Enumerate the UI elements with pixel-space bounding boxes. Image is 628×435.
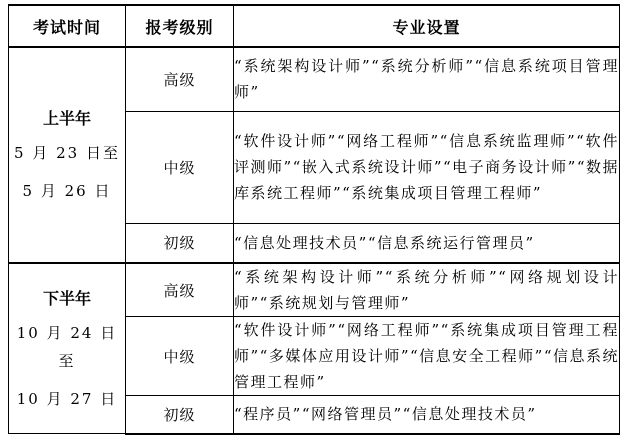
spec-cell: “软件设计师”“网络工程师”“信息系统监理师”“软件评测师”“嵌入式系统设计师”“电子商务设计师”“数据库系统工程师”“系统集成项目管理工程师” <box>234 111 620 223</box>
spec-cell: “信息处理技术员”“信息系统运行管理员” <box>234 223 620 263</box>
spec-cell: “系统架构设计师”“系统分析师”“信息系统项目管理师” <box>234 47 620 111</box>
spec-cell: “软件设计师”“网络工程师”“系统集成项目管理工程师”“多媒体应用设计师”“信息安全工程师”“信息系统管理工程师” <box>234 317 620 396</box>
second-half-date-to: 10 月 27 日 <box>16 389 118 408</box>
level-cell: 高级 <box>126 47 234 111</box>
header-exam-time: 考试时间 <box>9 5 126 47</box>
second-half-label: 下半年 <box>42 288 91 308</box>
level-cell: 中级 <box>126 111 234 223</box>
first-half-label: 上半年 <box>42 109 91 128</box>
first-half-date-from: 5 月 23 日至 <box>14 144 120 162</box>
exam-schedule-table <box>8 4 620 435</box>
table-header-row <box>9 5 620 47</box>
first-half-time-cell <box>9 47 126 263</box>
first-half-date-to: 5 月 26 日 <box>22 182 112 200</box>
table-row <box>9 263 620 317</box>
spec-cell: “系统架构设计师”“系统分析师”“网络规划设计师”“系统规划与管理师” <box>234 263 620 317</box>
table-row <box>9 47 620 111</box>
header-exam-level: 报考级别 <box>126 5 234 47</box>
header-specialty: 专业设置 <box>234 5 620 47</box>
level-cell: 中级 <box>126 317 234 396</box>
level-cell: 初级 <box>126 223 234 263</box>
second-half-date-from: 10 月 24 日至 <box>16 323 118 370</box>
spec-cell: “程序员”“网络管理员”“信息处理技术员” <box>234 396 620 434</box>
level-cell: 初级 <box>126 396 234 434</box>
level-cell: 高级 <box>126 263 234 317</box>
